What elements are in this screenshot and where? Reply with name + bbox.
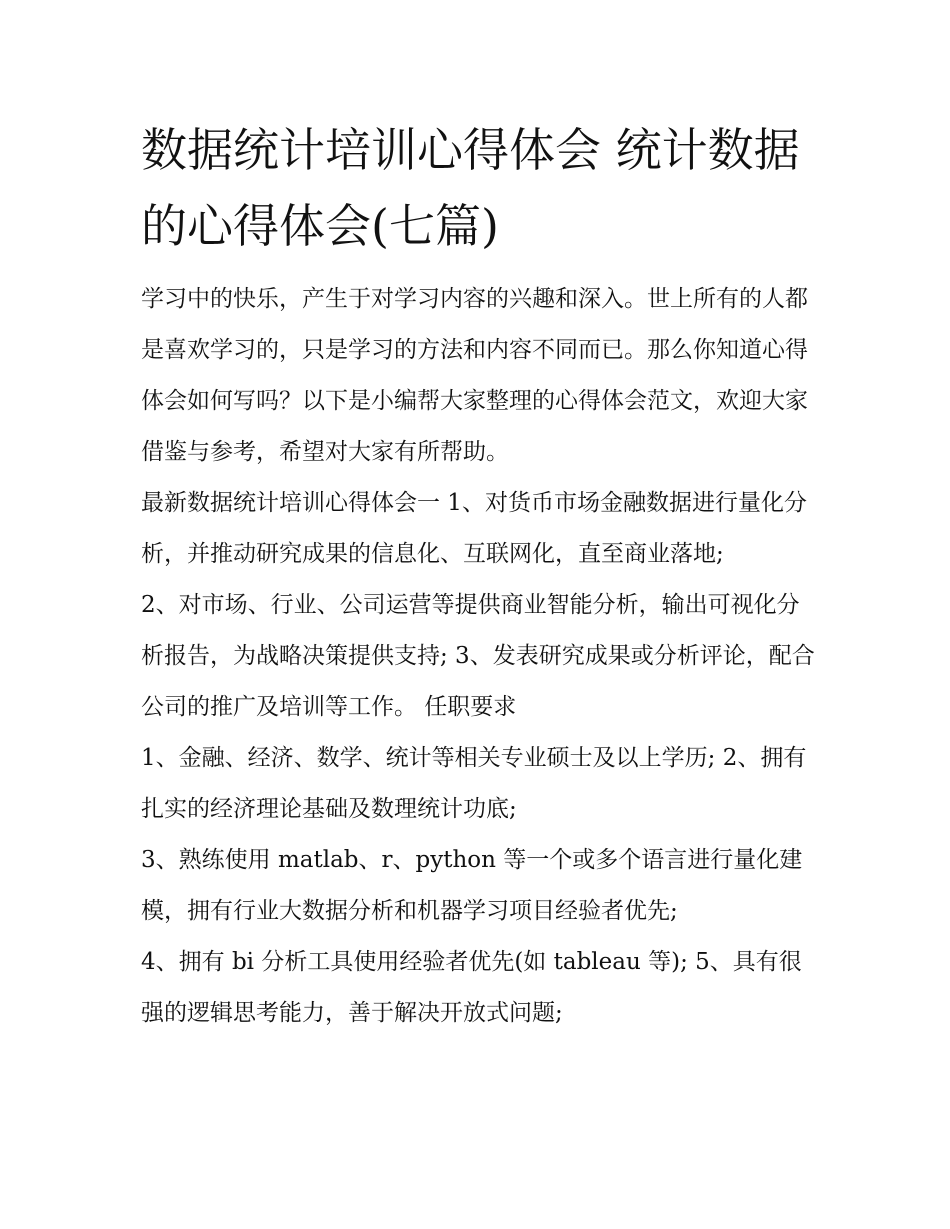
document-body <box>141 274 816 1039</box>
duty-paragraph: 2、对市场、行业、公司运营等提供商业智能分析，输出可视化分析报告，为战略决策提供支持; 3、发表研究成果或分析评论，配合公司的推广及培训等工作。 任职要求 <box>141 592 815 720</box>
document-title: 数据统计培训心得体会 统计数据的心得体会(七篇) <box>141 123 800 253</box>
section-one-paragraph: 最新数据统计培训心得体会一 1、对货币市场金融数据进行量化分析，并推动研究成果的信息化、互联网化，直至商业落地; <box>141 490 807 567</box>
requirement-paragraph-1: 1、金融、经济、数学、统计等相关专业硕士及以上学历; 2、拥有扎实的经济理论基础及数理统计功底; <box>141 745 807 822</box>
requirement-paragraph-2: 3、熟练使用 matlab、r、python 等一个或多个语言进行量化建模，拥有行业大数据分析和机器学习项目经验者优先; <box>141 847 803 924</box>
intro-paragraph: 学习中的快乐，产生于对学习内容的兴趣和深入。世上所有的人都是喜欢学习的，只是学习的方法和内容不同而已。那么你知道心得体会如何写吗？以下是小编帮大家整理的心得体会范文，欢迎大家借鉴与参考，希望对大家有所帮助。 <box>141 286 808 465</box>
document-content <box>141 112 816 1039</box>
requirement-paragraph-3: 4、拥有 bi 分析工具使用经验者优先(如 tableau 等); 5、具有很强的逻辑思考能力，善于解决开放式问题; <box>141 949 802 1026</box>
